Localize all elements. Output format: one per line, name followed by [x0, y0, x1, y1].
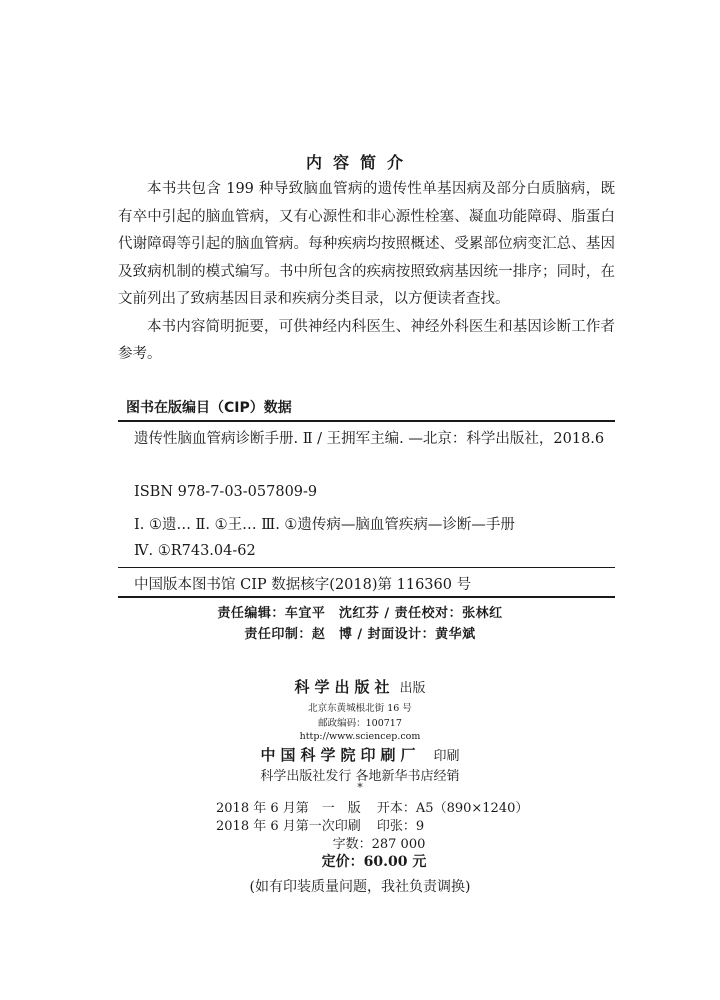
summary-paragraph-1: 本书共包含 199 种导致脑血管病的遗传性单基因病及部分白质脑病，既有卒中引起的脑血管病，又有心源性和非心源性栓塞、凝血功能障碍、脂蛋白代谢障碍等引起的脑血管病。每种疾病均按照概述、受累部位病变汇总、基因及致病机制的模式编写。书中所包含的疾病按照致病基因统一排序；同时，在文前列出了致病基因目录和疾病分类目录，以方便读者查找。: [118, 181, 615, 307]
edition: 2018 年 6 月第 一 版: [216, 801, 361, 816]
publisher-url: http://www.sciencep.com: [299, 731, 421, 742]
staff-line-2: 责任印制：赵 博 / 封面设计：黄华斌: [244, 627, 476, 642]
cip-isbn: ISBN 978-7-03-057809-9: [134, 484, 318, 500]
summary-paragraph-2: 本书内容简明扼要，可供神经内科医生、神经外科医生和基因诊断工作者参考。: [118, 318, 615, 362]
distribution: 科学出版社发行 各地新华书店经销: [260, 769, 460, 784]
separator-star: *: [357, 781, 363, 794]
printer-name: 中国科学院印刷厂: [260, 746, 421, 764]
publisher-name: 科学出版社: [294, 678, 395, 696]
format: 开本：A5（890×1240）: [376, 801, 529, 816]
edition-line: [216, 797, 528, 816]
cip-entry: [118, 426, 615, 453]
sheets: 印张：9: [376, 819, 425, 834]
printer-action: 印刷: [433, 749, 460, 764]
cip-record: 中国版本图书馆 CIP 数据核字(2018)第 116360 号: [134, 577, 472, 593]
publisher-action: 出版: [399, 681, 426, 696]
price: 定价：60.00 元: [321, 854, 427, 870]
cip-top-rule: [118, 420, 615, 422]
printing: 2018 年 6 月第一次印刷: [216, 819, 361, 834]
printer-line: [0, 744, 720, 765]
cip-clc: Ⅳ. ①R743.04-62: [134, 543, 256, 559]
publisher-postcode: 邮政编码：100717: [318, 718, 402, 729]
cip-bottom-rule: [118, 596, 615, 598]
publisher-address: 北京东黄城根北街 16 号: [308, 703, 412, 714]
cip-entry-line: 遗传性脑血管病诊断手册. Ⅱ / 王拥军主编. —北京：科学出版社，2018.6: [134, 431, 605, 447]
staff-line-1: 责任编辑：车宜平 沈红芬 / 责任校对：张林红: [217, 606, 503, 621]
printing-line: [216, 815, 424, 834]
cip-classification: Ⅰ. ①遗… Ⅱ. ①王… Ⅲ. ①遗传病—脑血管疾病—诊断—手册: [134, 517, 515, 533]
cip-mid-rule: [118, 567, 615, 568]
notice: (如有印装质量问题，我社负责调换): [249, 879, 471, 895]
summary-body: [118, 176, 615, 369]
cip-title: 图书在版编目（CIP）数据: [126, 400, 292, 416]
summary-heading: 内容简介: [305, 153, 414, 172]
publisher-line: [0, 676, 720, 697]
words: 字数：287 000: [332, 837, 426, 852]
